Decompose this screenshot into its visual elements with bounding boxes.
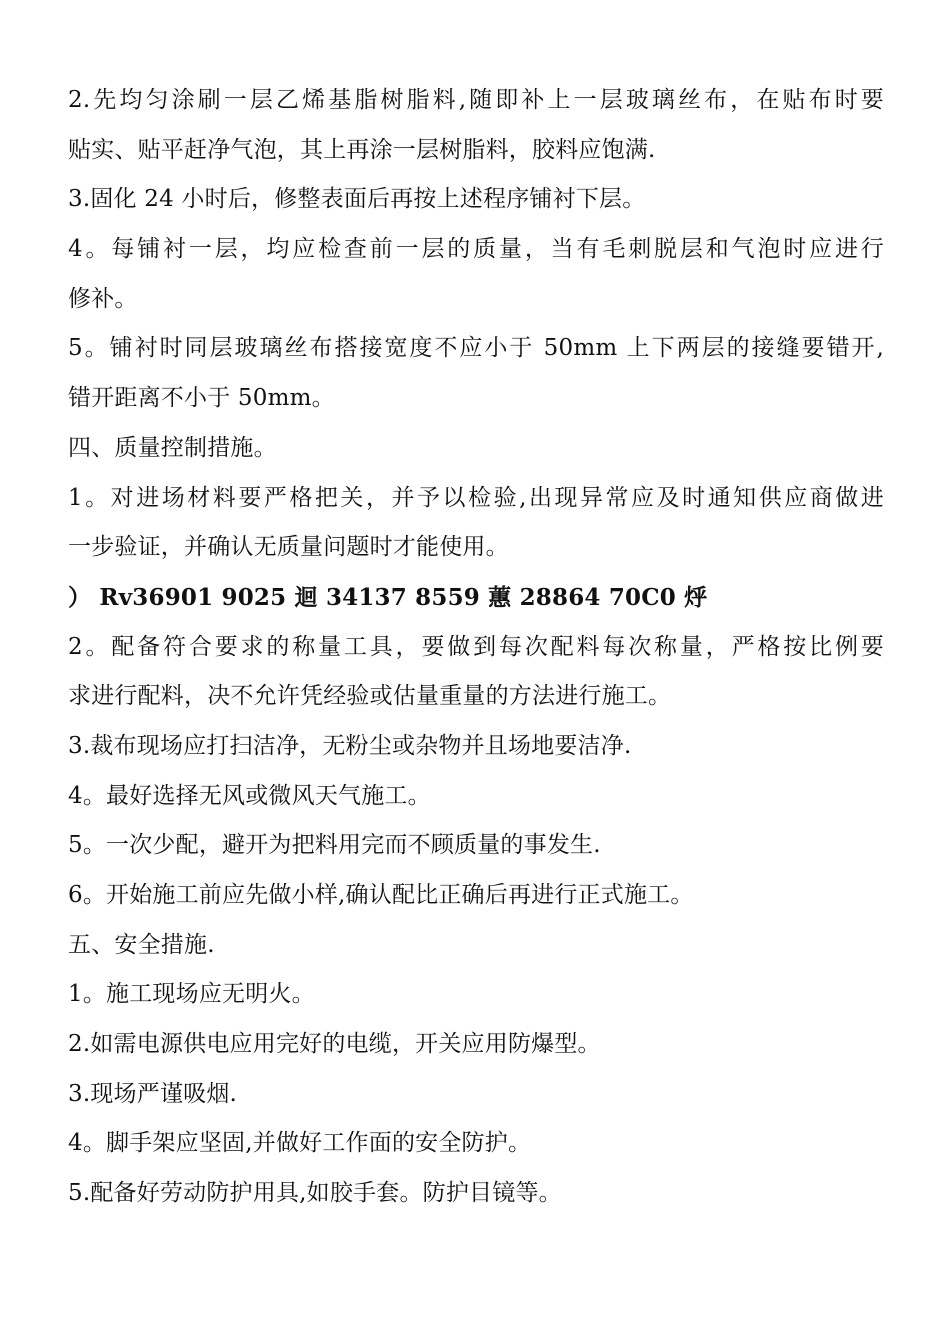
section-heading: 四、质量控制措施。 (68, 434, 277, 461)
text-line: 2。配备符合要求的称量工具，要做到每次配料每次称量，严格按比例要 (68, 633, 884, 660)
text-line: 贴实、贴平赶净气泡，其上再涂一层树脂料，胶料应饱满. (68, 136, 656, 163)
text-line: 2.先均匀涂刷一层乙烯基脂树脂料,随即补上一层玻璃丝布，在贴布时要 (68, 87, 884, 113)
text-line: 求进行配料，决不允许凭经验或估量重量的方法进行施工。 (68, 683, 672, 710)
text-line: 5.配备好劳动防护用具,如胶手套。防护目镜等。 (68, 1180, 562, 1207)
section-heading: 五、安全措施. (68, 931, 215, 958)
text-line: 3.裁布现场应打扫洁净，无粉尘或杂物并且场地要洁净. (68, 732, 632, 759)
garbled-line: ） Rv36901 9025 迴 34137 8559 蕙 28864 70C0 烀 (68, 583, 708, 611)
text-line: 3.现场严谨吸烟. (68, 1080, 238, 1107)
text-line: 错开距离不小于 50mm。 (68, 385, 335, 412)
text-line: 5。一次少配，避开为把料用完而不顾质量的事发生. (68, 832, 601, 859)
text-line: 6。开始施工前应先做小样,确认配比正确后再进行正式施工。 (68, 882, 694, 908)
text-line: 4。最好选择无风或微风天气施工。 (68, 782, 431, 809)
text-line: 1。对进场材料要严格把关，并予以检验,出现异常应及时通知供应商做进 (68, 484, 884, 511)
text-line: 3.固化 24 小时后，修整表面后再按上述程序铺衬下层。 (68, 186, 646, 213)
text-line: 一步验证，并确认无质量问题时才能使用。 (68, 534, 509, 561)
text-line: 修补。 (68, 285, 138, 312)
text-line: 2.如需电源供电应用完好的电缆，开关应用防爆型。 (68, 1031, 601, 1058)
text-line: 4。每铺衬一层，均应检查前一层的质量，当有毛刺脱层和气泡时应进行 (68, 236, 884, 263)
text-line: 4。脚手架应坚固,并做好工作面的安全防护。 (68, 1130, 532, 1157)
text-line: 5。铺衬时同层玻璃丝布搭接宽度不应小于 50mm 上下两层的接缝要错开, (68, 335, 884, 362)
document-body (68, 76, 884, 1219)
text-line: 1。施工现场应无明火。 (68, 981, 315, 1008)
